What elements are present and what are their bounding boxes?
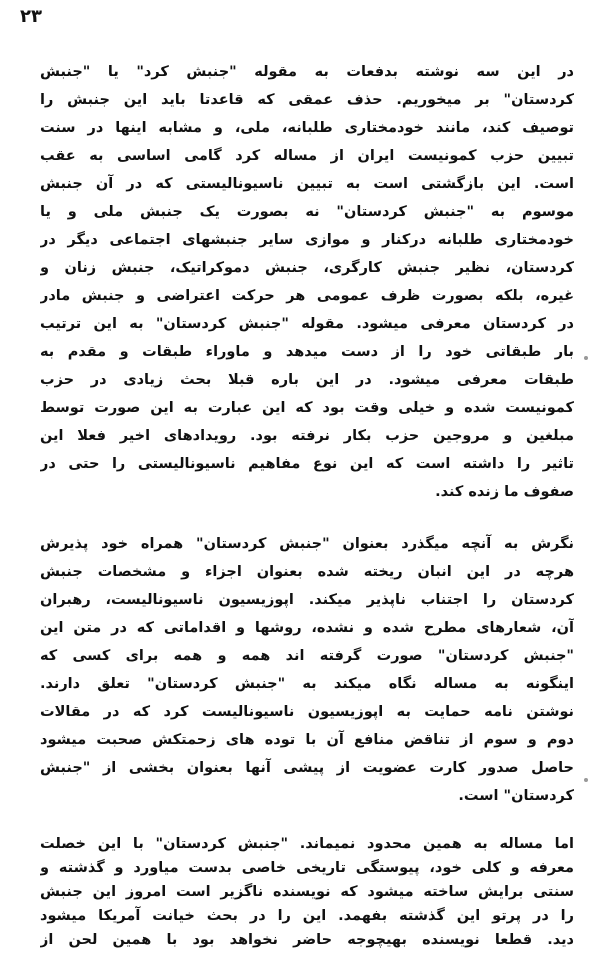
paragraph-line: حاصل صدور کارت عضویت از پیشی آنها بعنوان بخشی از "جنبش — [40, 760, 574, 776]
scan-speck — [584, 356, 588, 360]
paragraph-line: کردستان، نظیر جنبش کارگری، جنبش دموکراتیک، جنبش زنان و — [40, 260, 574, 276]
paragraph-line: در این سه نوشته بدفعات به مقوله "جنبش کرد" یا "جنبش — [40, 64, 574, 80]
paragraph-line: کردستان" است. — [458, 788, 574, 804]
paragraph-line: کردستان را اجتناب ناپذیر میکند. اپوزیسیون ناسیونالیست، رهبران — [40, 592, 574, 608]
paragraph-line: در کردستان معرفی میشود. مقوله "جنبش کردستان" به این ترتیب — [40, 316, 574, 332]
paragraph-line: کمونیست شده و خیلی وقت بود که این عبارت به این صورت توسط — [40, 400, 574, 416]
paragraph-line: "جنبش کردستان" صورت گرفته اند همه و همه برای کسی که — [40, 648, 574, 664]
paragraph-line: خودمختاری طلبانه درکنار و موازی سایر جنبشهای اجتماعی دیگر در — [40, 232, 574, 248]
paragraph-line: مبلغین و مروجین حزب بکار نرفته بود. رویدادهای اخیر فعلا این — [40, 428, 574, 444]
paragraph-line: معرفه و کلی خود، پیوستگی تاریخی خاصی بدست میاورد و گذشته و — [40, 860, 574, 876]
paragraph-line: سنتی برایش ساخته میشود که نویسنده ناگزیر است امروز این جنبش — [40, 884, 574, 900]
paragraph-line: موسوم به "جنبش کردستان" نه بصورت یک جنبش ملی و یا — [40, 204, 574, 220]
paragraph-line: بار طبقاتی خود را از دست میدهد و ماوراء طبقات و مقدم به — [40, 344, 574, 360]
paragraph-line: صفوف ما زنده کند. — [435, 484, 574, 500]
paragraph-line: تبیین حزب کمونیست ایران از مساله کرد گامی اساسی به عقب — [40, 148, 574, 164]
paragraph-line: دید. قطعا نویسنده بهیچوجه حاضر نخواهد بود با همین لحن از — [40, 932, 574, 948]
scan-speck — [584, 778, 588, 782]
paragraph-line: است. این بازگشتی است به تبیین ناسیونالیستی که در آن جنبش — [40, 176, 574, 192]
paragraph-line: اینگونه به مساله نگاه میکند به "جنبش کردستان" تعلق دارند. — [40, 676, 574, 692]
paragraph-line: نگرش به آنچه میگذرد بعنوان "جنبش کردستان" همراه خود پذیرش — [40, 536, 574, 552]
paragraph-line: کردستان" بر میخوریم. حذف عمقی که قاعدتا باید این جنبش را — [40, 92, 574, 108]
paragraph-line: آن، شعارهای مطرح شده و نشده، روشها و اقداماتی که در متن این — [40, 620, 574, 636]
paragraph-line: تاثیر را داشته است که این نوع مفاهیم ناسیونالیستی را حتی در — [40, 456, 574, 472]
paragraph-line: غیره، بلکه بصورت ظرف عمومی هر حرکت اعتراضی و جنبش مادر — [40, 288, 574, 304]
paragraph-line: دوم و سوم از تناقض منافع آن با توده های زحمتکش صحبت میشود — [40, 732, 574, 748]
paragraph-line: را در پرتو این گذشته بفهمد. این را در بحث خیانت آمریکا میشود — [40, 908, 574, 924]
page-number: ٢٣ — [20, 6, 42, 27]
paragraph-line: نوشتن نامه حمایت به اپوزیسیون ناسیونالیست کرد که در مقالات — [40, 704, 574, 720]
paragraph-line: هرچه در این انبان ریخته شده بعنوان اجزاء و مشخصات جنبش — [40, 564, 574, 580]
paragraph-line: توصیف کند، مانند خودمختاری طلبانه، ملی، و مشابه اینها در سنت — [40, 120, 574, 136]
paragraph-line: اما مساله به همین محدود نمیماند. "جنبش کردستان" با این خصلت — [40, 836, 574, 852]
paragraph-line: طبقات معرفی میشود. در این باره قبلا بحث زیادی در حزب — [40, 372, 574, 388]
